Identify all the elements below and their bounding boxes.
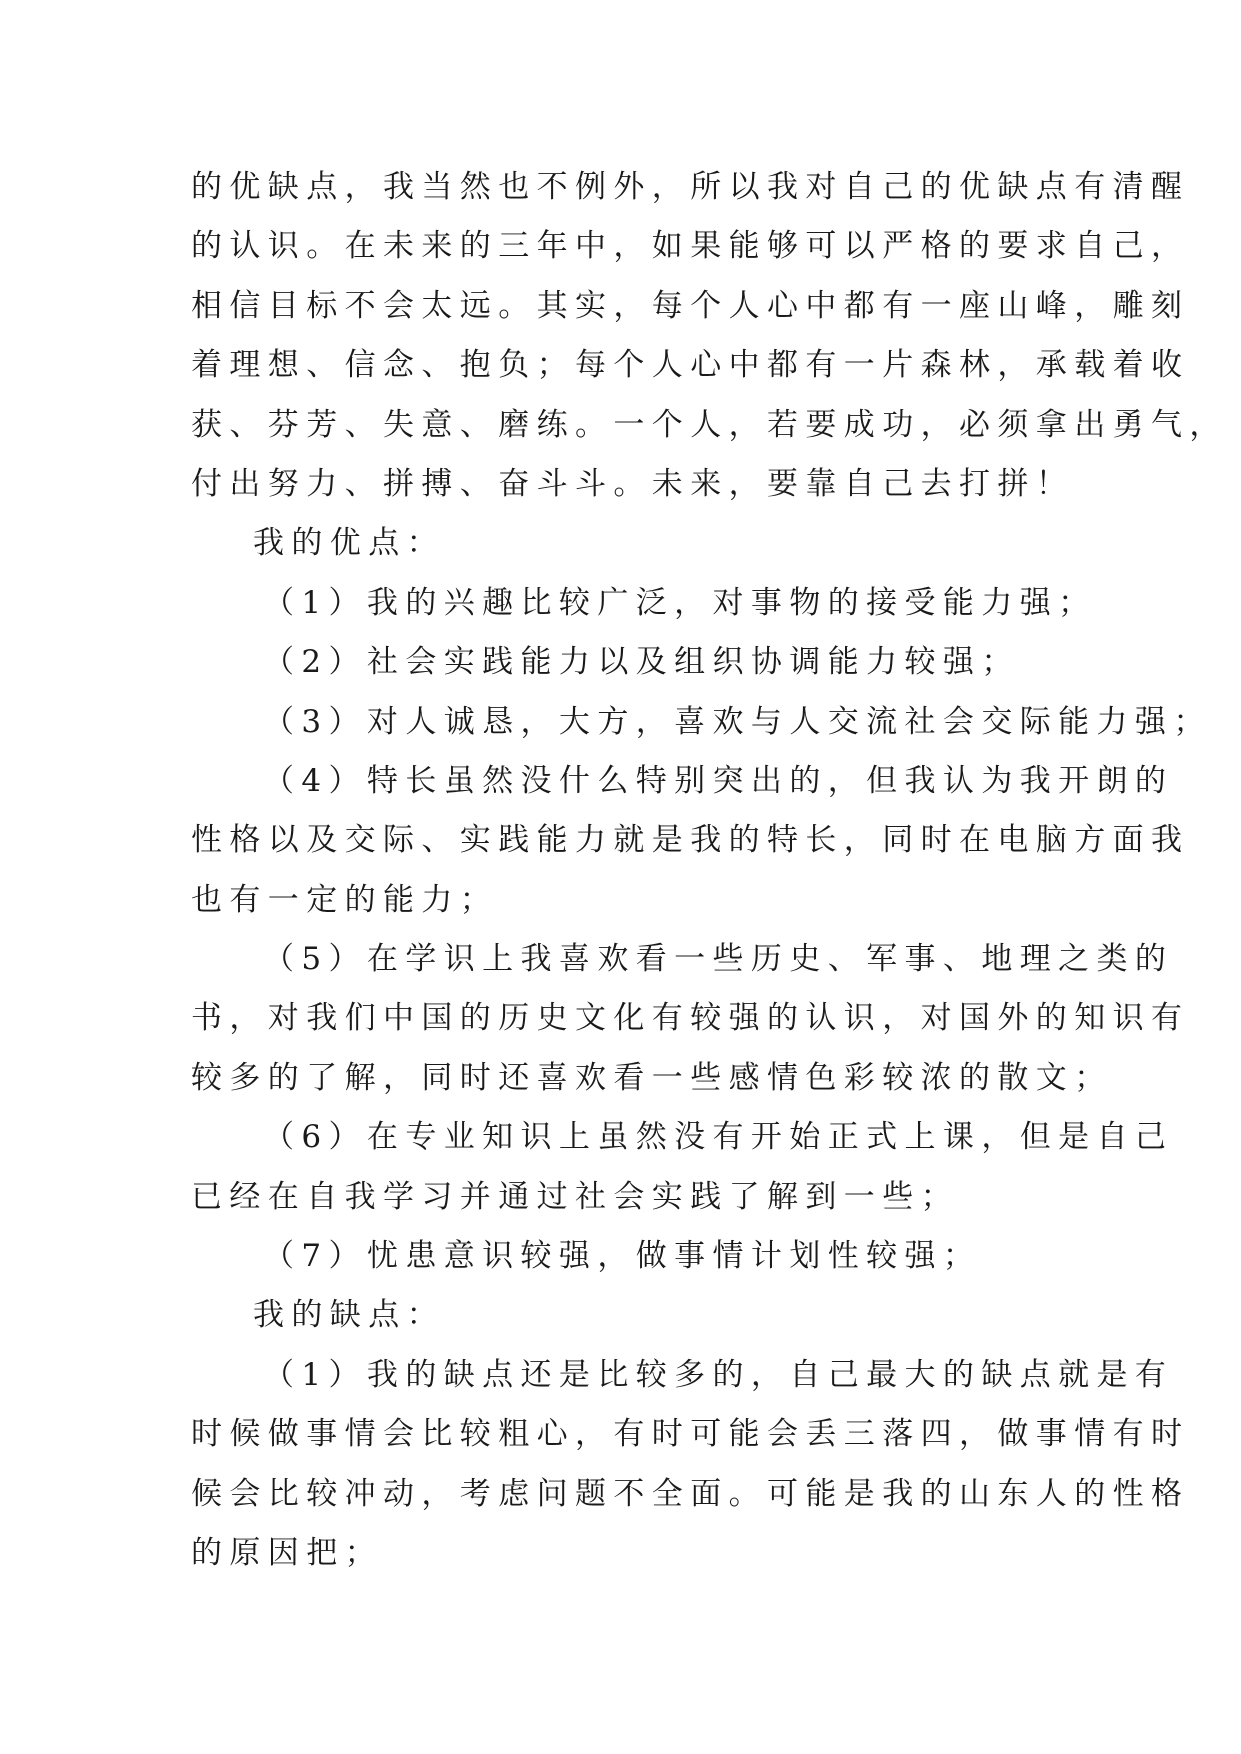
text-line: 性格以及交际、实践能力就是我的特长，同时在电脑方面我	[191, 822, 1190, 859]
list-item: （2）社会实践能力以及组织协调能力较强；	[263, 644, 1020, 681]
text-line: 较多的了解，同时还喜欢看一些感情色彩较浓的散文；	[191, 1059, 1113, 1096]
list-item: （4）特长虽然没什么特别突出的，但我认为我开朗的	[263, 762, 1174, 799]
document-body	[191, 158, 1228, 1583]
document-page	[191, 0, 1228, 1754]
list-item: （1）我的兴趣比较广泛，对事物的接受能力强；	[263, 584, 1097, 621]
text-line: 的原因把；	[191, 1534, 383, 1571]
list-item: （3）对人诚恳，大方，喜欢与人交流社会交际能力强；	[263, 703, 1212, 740]
text-line: 相信目标不会太远。其实，每个人心中都有一座山峰，雕刻	[191, 287, 1190, 324]
text-line: 书，对我们中国的历史文化有较强的认识，对国外的知识有	[191, 1000, 1190, 1037]
list-item: （1）我的缺点还是比较多的，自己最大的缺点就是有	[263, 1356, 1174, 1393]
text-line: 已经在自我学习并通过社会实践了解到一些；	[191, 1178, 959, 1215]
text-line: 候会比较冲动，考虑问题不全面。可能是我的山东人的性格	[191, 1475, 1190, 1512]
list-item: （6）在专业知识上虽然没有开始正式上课，但是自己	[263, 1119, 1174, 1156]
text-line: 也有一定的能力；	[191, 881, 499, 918]
text-line: 的优缺点，我当然也不例外，所以我对自己的优缺点有清醒	[191, 169, 1190, 205]
section-heading-weaknesses: 我的缺点：	[253, 1297, 445, 1334]
text-line: 获、芬芳、失意、磨练。一个人，若要成功，必须拿出勇气，	[191, 406, 1228, 443]
text-line: 时候做事情会比较粗心，有时可能会丢三落四，做事情有时	[191, 1416, 1190, 1453]
list-item: （7）忧患意识较强，做事情计划性较强；	[263, 1238, 982, 1275]
section-heading-strengths: 我的优点：	[253, 525, 445, 562]
text-line: 的认识。在未来的三年中，如果能够可以严格的要求自己，	[191, 228, 1190, 265]
text-line: 着理想、信念、抱负；每个人心中都有一片森林，承载着收	[191, 347, 1190, 384]
text-line: 付出努力、拼搏、奋斗斗。未来，要靠自己去打拼！	[191, 465, 1075, 502]
list-item: （5）在学识上我喜欢看一些历史、军事、地理之类的	[263, 941, 1174, 978]
